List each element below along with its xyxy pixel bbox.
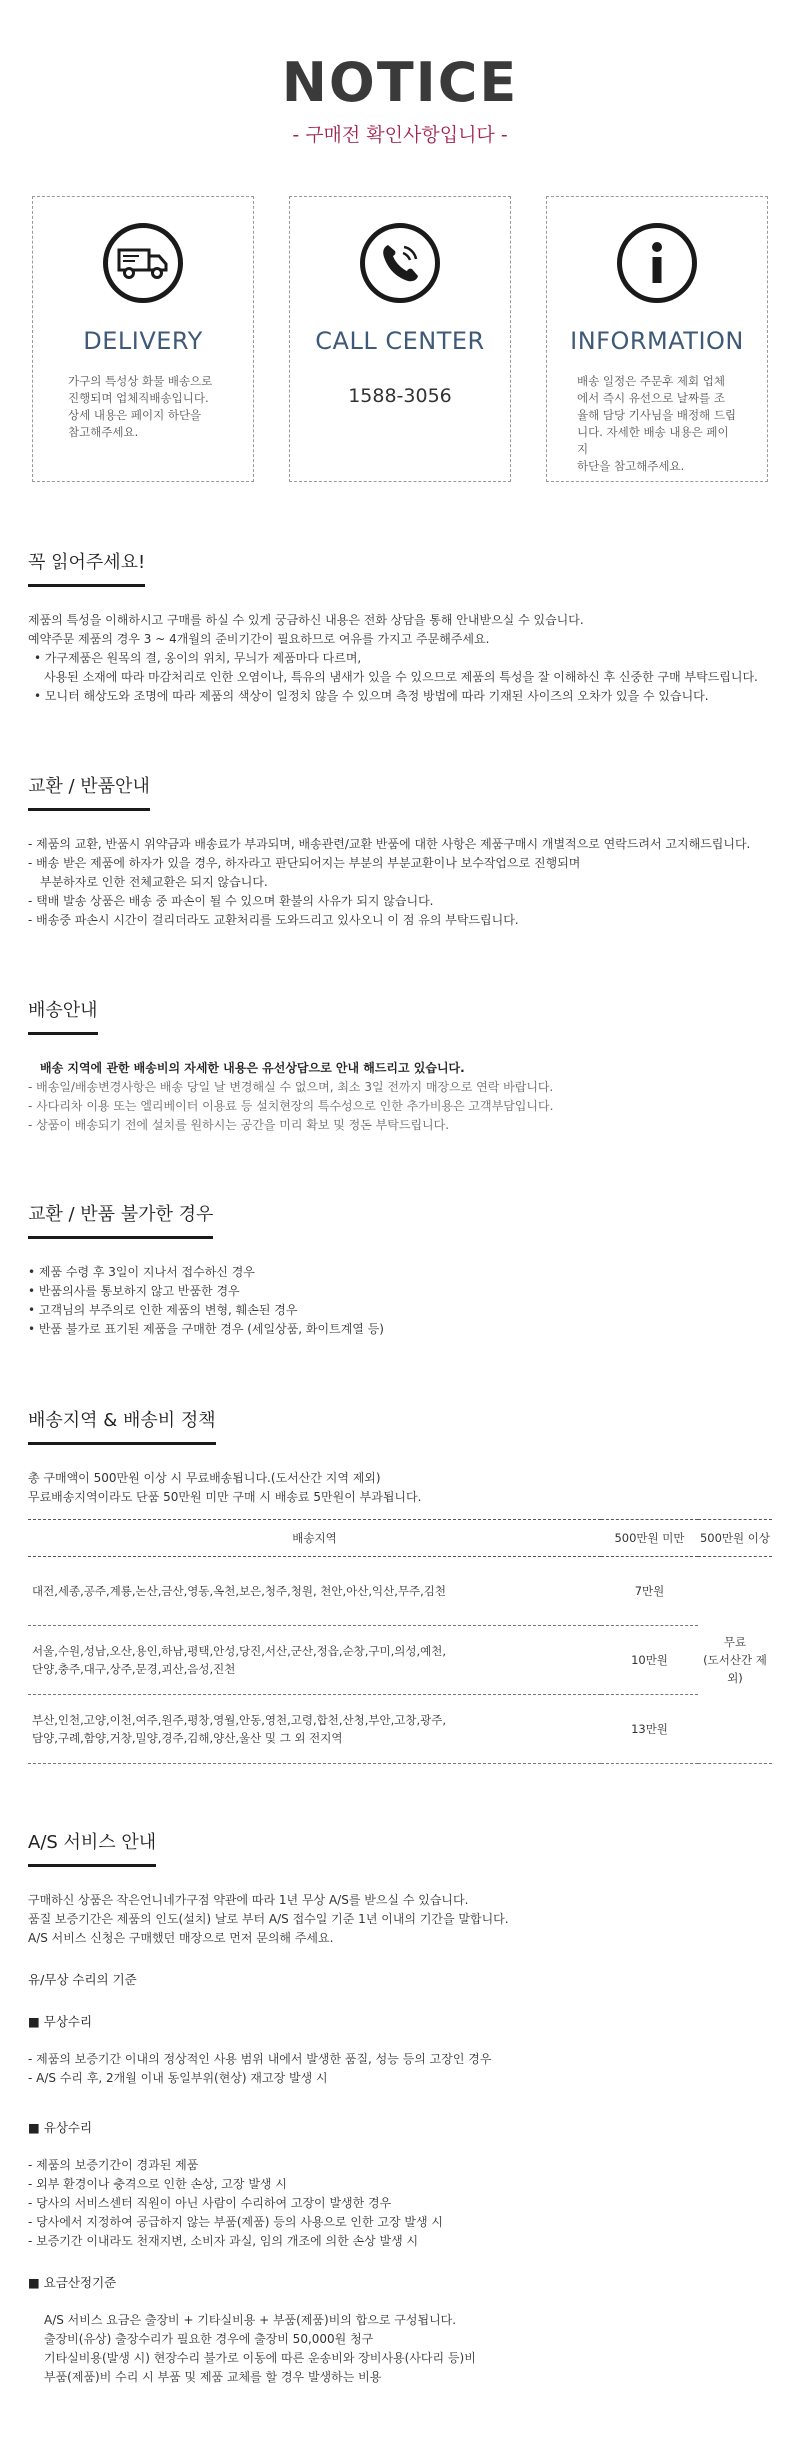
fee-standard-line: 출장비(유상) 출장수리가 필요한 경우에 출장비 50,000원 청구 xyxy=(44,2332,374,2346)
free-repair-line: - 제품의 보증기간 이내의 정상적인 사용 범위 내에서 발생한 품질, 성능 등의 고장인 경우 xyxy=(28,2052,492,2066)
free-repair-heading: ■ 무상수리 xyxy=(28,2014,93,2029)
shipping-fee-table xyxy=(28,1519,772,1764)
delivery-box xyxy=(32,196,254,482)
delivery-line: - 사다리차 이용 또는 엘리베이터 이용료 등 설치현장의 특수성으로 인한 추가비용은 고객부담입니다. xyxy=(28,1099,554,1113)
fee-standard-line: A/S 서비스 요금은 출장비 + 기타실비용 + 부품(제품)비의 합으로 구성됩니다. xyxy=(44,2313,457,2327)
exchange-title: 교환 / 반품안내 xyxy=(28,772,150,811)
information-box xyxy=(546,196,768,482)
region-text: 담양,구례,함양,거창,밀양,경주,김해,양산,울산 및 그 외 전지역 xyxy=(32,1731,343,1745)
read-first-line: 예약주문 제품의 경우 3 ~ 4개월의 준비기간이 필요하므로 여유를 가지고 주문해주세요. xyxy=(28,632,490,646)
no-exchange-line: • 반품 불가로 표기된 제품을 구매한 경우 (세일상품, 화이트계열 등) xyxy=(28,1322,384,1336)
fee-over-cell xyxy=(698,1557,772,1764)
delivery-section-title: 배송안내 xyxy=(28,996,98,1035)
truck-icon xyxy=(103,223,183,303)
free-repair-line: - A/S 수리 후, 2개월 이내 동일부위(현상) 재고장 발생 시 xyxy=(28,2071,328,2085)
paid-repair-line: - 제품의 보증기간이 경과된 제품 xyxy=(28,2158,199,2172)
page-subtitle: - 구매전 확인사항입니다 - xyxy=(292,124,508,146)
as-intro-line: A/S 서비스 신청은 구매했던 매장으로 먼저 문의해 주세요. xyxy=(28,1931,334,1945)
region-cell xyxy=(28,1695,601,1764)
region-cell xyxy=(28,1626,601,1695)
no-exchange-title: 교환 / 반품 불가한 경우 xyxy=(28,1200,213,1239)
call-center-box xyxy=(289,196,511,482)
information-text-line: 배송 일정은 주문후 제회 업체 xyxy=(577,374,725,388)
information-text-line: 에서 즉시 유선으로 날짜를 조 xyxy=(577,391,725,405)
fee-standard-line: 부품(제품)비 수리 시 부품 및 제품 교체를 할 경우 발생하는 비용 xyxy=(44,2370,382,2384)
page-title: NOTICE xyxy=(281,51,519,114)
delivery-line: - 상품이 배송되기 전에 설치를 원하시는 공간을 미리 확보 및 정돈 부탁드립니다. xyxy=(28,1118,450,1132)
no-exchange-line: • 제품 수령 후 3일이 지나서 접수하신 경우 xyxy=(28,1265,255,1279)
read-first-line: 제품의 특성을 이해하시고 구매를 하실 수 있게 궁금하신 내용은 전화 상담을 통해 안내받으실 수 있습니다. xyxy=(28,613,584,627)
shipping-policy-title: 배송지역 & 배송비 정책 xyxy=(28,1406,216,1445)
paid-repair-heading: ■ 유상수리 xyxy=(28,2120,93,2135)
notice-header xyxy=(0,0,800,147)
delivery-text-line: 진행되며 업체직배송입니다. xyxy=(68,391,209,405)
delivery-line: - 배송일/배송변경사항은 배송 당일 날 변경해실 수 없으며, 최소 3일 전까지 매장으로 연락 바랍니다. xyxy=(28,1080,554,1094)
read-first-title: 꼭 읽어주세요! xyxy=(28,548,145,587)
fee-over-note: (도서산간 제외) xyxy=(703,1653,767,1685)
fee-over-text: 무료 xyxy=(723,1635,747,1649)
delivery-section xyxy=(28,996,772,1135)
delivery-lead: 배송 지역에 관한 배송비의 자세한 내용은 유선상담으로 안내 해드리고 있습니다. xyxy=(40,1061,465,1075)
shipping-policy-line: 총 구매액이 500만원 이상 시 무료배송됩니다.(도서산간 지역 제외) xyxy=(28,1471,381,1485)
fee-under-cell: 13만원 xyxy=(601,1695,698,1764)
information-text-line: 하단을 참고해주세요. xyxy=(577,459,685,473)
delivery-title: DELIVERY xyxy=(83,327,203,355)
exchange-section xyxy=(28,772,772,930)
as-service-section xyxy=(28,1828,772,2387)
phone-icon xyxy=(360,223,440,303)
table-header: 배송지역 xyxy=(28,1520,601,1557)
shipping-policy-section xyxy=(28,1406,772,1764)
read-first-line: 사용된 소재에 따라 마감처리로 인한 오염이나, 특유의 냄새가 있을 수 있으므로 제품의 특성을 잘 이해하신 후 신중한 구매 부탁드립니다. xyxy=(44,670,758,684)
information-text-line: 니다. 자세한 배송 내용은 페이지 xyxy=(577,425,729,456)
delivery-text xyxy=(68,373,218,441)
exchange-line: - 배송 받은 제품에 하자가 있을 경우, 하자라고 판단되어지는 부분의 부분교환이나 보수작업으로 진행되며 xyxy=(28,856,581,870)
table-row xyxy=(28,1695,772,1764)
no-exchange-section xyxy=(28,1200,772,1339)
paid-repair-line: - 외부 환경이나 충격으로 인한 손상, 고장 발생 시 xyxy=(28,2177,287,2191)
region-cell xyxy=(28,1557,601,1626)
region-text: 부산,인천,고양,이천,여주,원주,평창,영월,안동,영천,고령,합천,산청,부안,고창,광주, xyxy=(32,1713,446,1727)
paid-repair-line: - 당사의 서비스센터 직원이 아닌 사람이 수리하여 고장이 발생한 경우 xyxy=(28,2196,392,2210)
call-center-title: CALL CENTER xyxy=(315,327,485,355)
as-criteria-heading: 유/무상 수리의 기준 xyxy=(28,1972,137,1987)
delivery-text-line: 참고해주세요. xyxy=(68,425,139,439)
delivery-text-line: 가구의 특성상 화물 배송으로 xyxy=(68,374,213,388)
info-icon xyxy=(617,223,697,303)
call-center-phone[interactable]: 1588-3056 xyxy=(348,385,452,407)
region-text: 단양,충주,대구,상주,문경,괴산,음성,진천 xyxy=(32,1662,236,1676)
read-first-line: • 가구제품은 원목의 결, 옹이의 위치, 무늬가 제품마다 다르며, xyxy=(34,651,362,665)
region-text: 대전,세종,공주,계룡,논산,금산,영동,옥천,보은,청주,청원, 천안,아산,익산,무주,김천 xyxy=(32,1584,446,1598)
exchange-line: - 제품의 교환, 반품시 위약금과 배송료가 부과되며, 배송관련/교환 반품에 대한 사항은 제품구매시 개별적으로 연락드려서 고지해드립니다. xyxy=(28,837,751,851)
no-exchange-line: • 고객님의 부주의로 인한 제품의 변형, 훼손된 경우 xyxy=(28,1303,298,1317)
table-header: 500만원 이상 xyxy=(698,1520,772,1557)
read-first-line: • 모니터 해상도와 조명에 따라 제품의 색상이 일정치 않을 수 있으며 측정 방법에 따라 기재된 사이즈의 오차가 있을 수 있습니다. xyxy=(34,689,709,703)
information-text xyxy=(577,373,737,475)
information-text-line: 율해 담당 기사님을 배정해 드립 xyxy=(577,408,737,422)
as-intro-line: 구매하신 상품은 작은언니네가구점 약관에 따라 1년 무상 A/S를 받으실 수 있습니다. xyxy=(28,1893,469,1907)
table-header: 500만원 미만 xyxy=(601,1520,698,1557)
exchange-line: - 배송중 파손시 시간이 걸리더라도 교환처리를 도와드리고 있사오니 이 점 유의 부탁드립니다. xyxy=(28,913,519,927)
paid-repair-line: - 보증기간 이내라도 천재지변, 소비자 과실, 임의 개조에 의한 손상 발생 시 xyxy=(28,2234,419,2248)
info-boxes xyxy=(32,196,768,486)
as-intro-line: 품질 보증기간은 제품의 인도(설치) 날로 부터 A/S 접수일 기준 1년 이내의 기간을 말합니다. xyxy=(28,1912,509,1926)
delivery-text-line: 상세 내용은 페이지 하단을 xyxy=(68,408,202,422)
information-title: INFORMATION xyxy=(570,327,744,355)
table-row xyxy=(28,1557,772,1626)
read-first-section xyxy=(28,548,772,706)
no-exchange-line: • 반품의사를 통보하지 않고 반품한 경우 xyxy=(28,1284,240,1298)
exchange-line: 부분하자로 인한 전체교환은 되지 않습니다. xyxy=(40,875,268,889)
region-text: 서울,수원,성남,오산,용인,하남,평택,안성,당진,서산,군산,정읍,순창,구미,의성,예천, xyxy=(32,1644,446,1658)
table-header-row xyxy=(28,1520,772,1557)
fee-under-cell: 7만원 xyxy=(601,1557,698,1626)
fee-standard-line: 기타실비용(발생 시) 현장수리 불가로 이동에 따른 운송비와 장비사용(사다리 등)비 xyxy=(44,2351,476,2365)
fee-standard-heading: ■ 요금산정기준 xyxy=(28,2275,117,2290)
as-service-title: A/S 서비스 안내 xyxy=(28,1828,156,1867)
shipping-policy-line: 무료배송지역이라도 단품 50만원 미만 구매 시 배송료 5만원이 부과됩니다. xyxy=(28,1490,422,1504)
paid-repair-line: - 당사에서 지정하여 공급하지 않는 부품(제품) 등의 사용으로 인한 고장 발생 시 xyxy=(28,2215,444,2229)
fee-under-cell: 10만원 xyxy=(601,1626,698,1695)
table-row xyxy=(28,1626,772,1695)
exchange-line: - 택배 발송 상품은 배송 중 파손이 될 수 있으며 환불의 사유가 되지 않습니다. xyxy=(28,894,434,908)
